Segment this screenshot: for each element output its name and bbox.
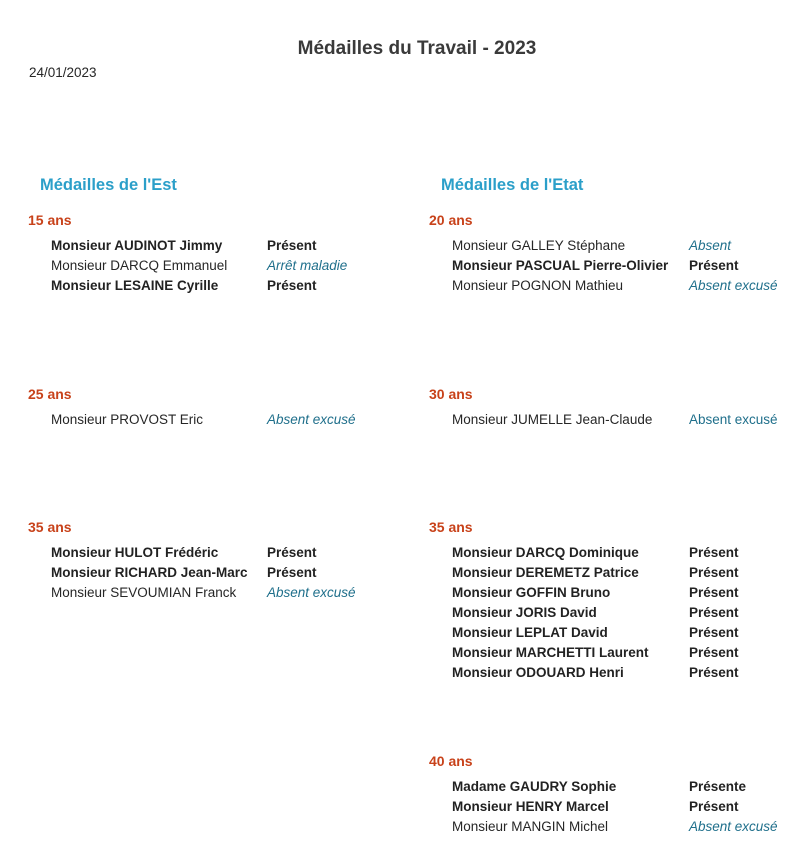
recipient-row (429, 410, 806, 430)
group-label: 40 ans (429, 753, 473, 769)
group-label: 20 ans (429, 212, 473, 228)
recipient-list (28, 543, 428, 603)
attendance-status: Absent excusé (267, 585, 356, 600)
recipient-row (429, 797, 806, 817)
recipient-row (28, 276, 428, 296)
group-label: 30 ans (429, 386, 473, 402)
recipient-row (429, 777, 806, 797)
recipient-name: Monsieur JUMELLE Jean-Claude (452, 412, 653, 427)
attendance-status: Absent excusé (267, 412, 356, 427)
recipient-name: Monsieur DARCQ Dominique (452, 545, 639, 560)
group-label: 35 ans (28, 519, 72, 535)
recipient-list (429, 410, 806, 430)
recipient-name: Monsieur DARCQ Emmanuel (51, 258, 228, 273)
recipient-name: Monsieur PASCUAL Pierre-Olivier (452, 258, 669, 273)
recipient-row (429, 543, 806, 563)
recipient-list (429, 777, 806, 837)
attendance-status: Présent (689, 799, 739, 814)
recipient-list (28, 236, 428, 296)
recipient-row (429, 817, 806, 837)
attendance-status: Présent (689, 565, 739, 580)
attendance-status: Présente (689, 779, 747, 794)
attendance-status: Arrêt maladie (267, 258, 348, 273)
recipient-name: Monsieur SEVOUMIAN Franck (51, 585, 237, 600)
seniority-group (429, 210, 806, 296)
attendance-status: Présent (267, 545, 317, 560)
attendance-status: Présent (689, 625, 739, 640)
recipient-row (429, 583, 806, 603)
recipient-name: Monsieur MARCHETTI Laurent (452, 645, 649, 660)
recipient-row (429, 256, 806, 276)
recipient-name: Madame GAUDRY Sophie (452, 779, 617, 794)
recipient-row (28, 563, 428, 583)
attendance-status: Absent excusé (689, 412, 778, 427)
recipient-row (429, 643, 806, 663)
attendance-status: Présent (689, 665, 739, 680)
recipient-name: Monsieur MANGIN Michel (452, 819, 609, 834)
recipient-name: Monsieur HULOT Frédéric (51, 545, 219, 560)
attendance-status: Présent (689, 605, 739, 620)
attendance-status: Absent excusé (689, 819, 778, 834)
attendance-status: Présent (689, 545, 739, 560)
recipient-name: Monsieur AUDINOT Jimmy (51, 238, 223, 253)
recipient-list (429, 543, 806, 683)
column-heading: Médailles de l'Etat (441, 176, 584, 194)
attendance-status: Absent (689, 238, 732, 253)
recipient-name: Monsieur LEPLAT David (452, 625, 608, 640)
recipient-row (429, 663, 806, 683)
seniority-group (429, 384, 806, 430)
recipient-row (28, 543, 428, 563)
recipient-name: Monsieur GOFFIN Bruno (452, 585, 611, 600)
recipient-row (28, 410, 428, 430)
seniority-group (28, 210, 428, 296)
attendance-status: Présent (689, 645, 739, 660)
document-date: 24/01/2023 (29, 65, 97, 80)
seniority-group (429, 751, 806, 837)
recipient-name: Monsieur POGNON Mathieu (452, 278, 624, 293)
recipient-row (429, 276, 806, 296)
recipient-row (429, 236, 806, 256)
column-est (28, 173, 428, 600)
recipient-row (28, 236, 428, 256)
seniority-group (28, 384, 428, 430)
recipient-name: Monsieur LESAINE Cyrille (51, 278, 219, 293)
seniority-group (429, 517, 806, 683)
group-label: 25 ans (28, 386, 72, 402)
attendance-status: Présent (689, 258, 739, 273)
recipient-name: Monsieur RICHARD Jean-Marc (51, 565, 248, 580)
attendance-status: Présent (689, 585, 739, 600)
recipient-row (429, 603, 806, 623)
column-heading: Médailles de l'Est (40, 176, 177, 194)
recipient-list (28, 410, 428, 430)
recipient-row (429, 563, 806, 583)
attendance-status: Présent (267, 565, 317, 580)
recipient-name: Monsieur JORIS David (452, 605, 597, 620)
recipient-list (429, 236, 806, 296)
recipient-name: Monsieur DEREMETZ Patrice (452, 565, 639, 580)
recipient-name: Monsieur HENRY Marcel (452, 799, 609, 814)
recipient-row (429, 623, 806, 643)
attendance-status: Présent (267, 238, 317, 253)
recipient-name: Monsieur PROVOST Eric (51, 412, 204, 427)
document-title: Médailles du Travail - 2023 (297, 38, 537, 59)
recipient-row (28, 256, 428, 276)
recipient-name: Monsieur ODOUARD Henri (452, 665, 624, 680)
column-etat (429, 173, 806, 834)
attendance-status: Absent excusé (689, 278, 778, 293)
seniority-group (28, 517, 428, 603)
group-label: 15 ans (28, 212, 72, 228)
attendance-status: Présent (267, 278, 317, 293)
recipient-row (28, 583, 428, 603)
group-label: 35 ans (429, 519, 473, 535)
recipient-name: Monsieur GALLEY Stéphane (452, 238, 626, 253)
